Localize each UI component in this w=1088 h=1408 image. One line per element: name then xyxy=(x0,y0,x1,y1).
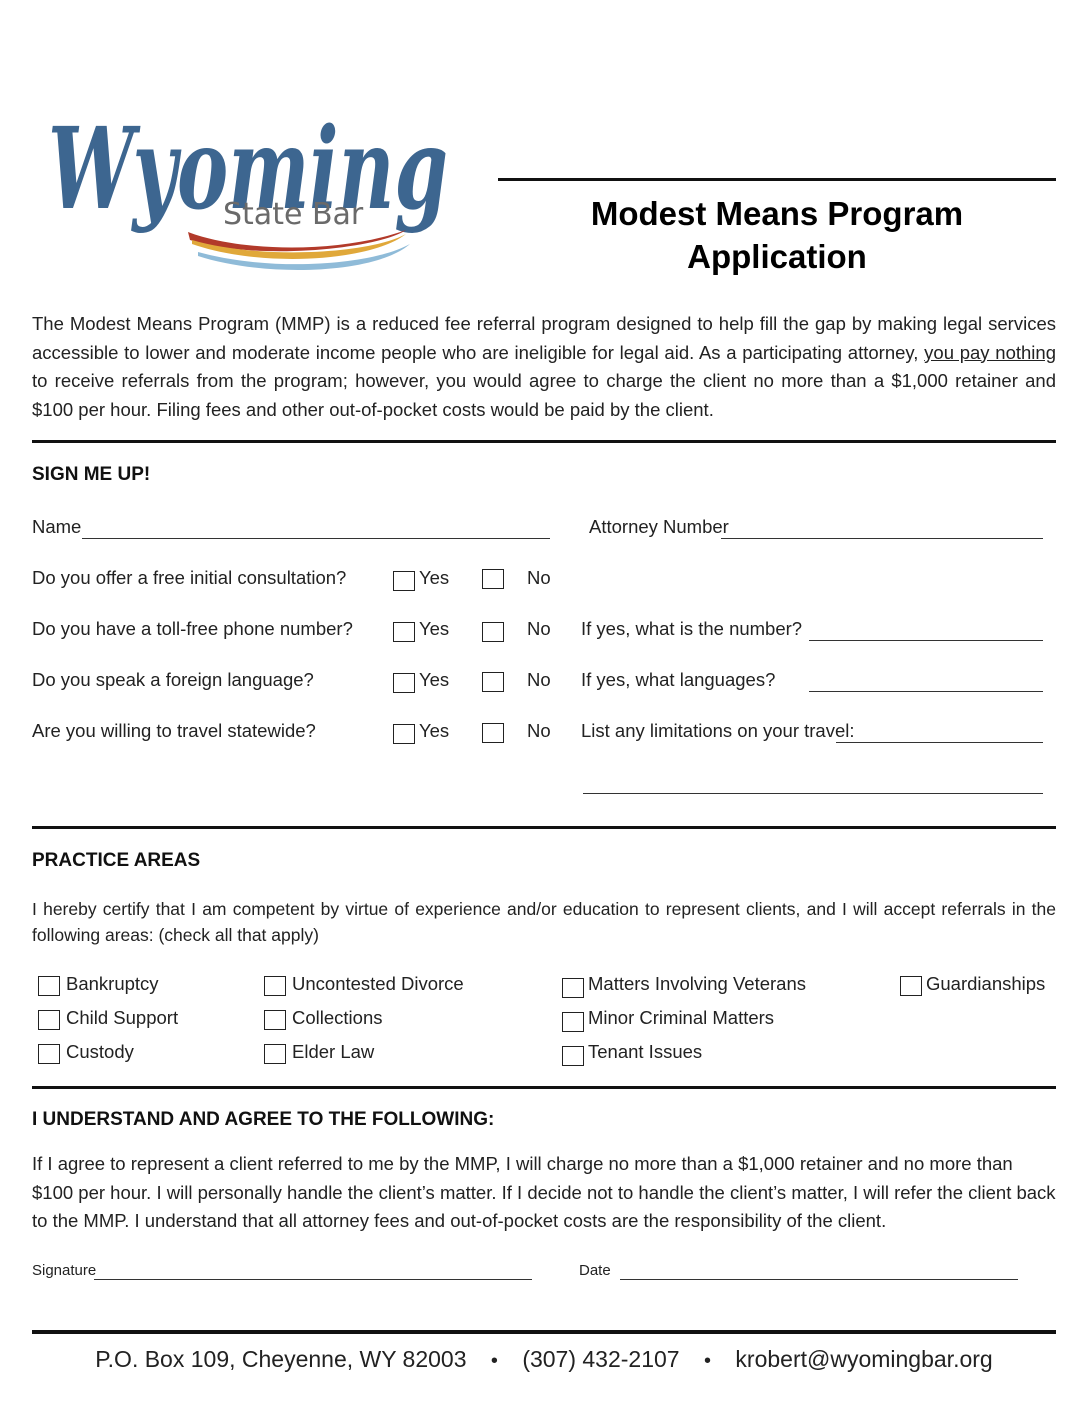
toll-free-number-field[interactable] xyxy=(809,640,1043,641)
footer-email[interactable]: krobert@wyomingbar.org xyxy=(735,1346,993,1372)
area-custody: Custody xyxy=(66,1041,134,1062)
collections-checkbox[interactable] xyxy=(264,1010,286,1030)
attorney-number-field[interactable] xyxy=(721,538,1043,539)
yes-label: Yes xyxy=(419,720,450,741)
travel-limitations-field-2[interactable] xyxy=(583,793,1043,794)
signup-heading: SIGN ME UP! xyxy=(32,464,151,485)
language-no-checkbox[interactable] xyxy=(482,672,504,692)
title-rule xyxy=(498,178,1056,181)
attorney-number-label: Attorney Number xyxy=(589,516,729,537)
area-uncontested-divorce: Uncontested Divorce xyxy=(292,973,464,994)
section-divider xyxy=(32,826,1056,829)
guardianships-checkbox[interactable] xyxy=(900,976,922,996)
yes-label: Yes xyxy=(419,669,450,690)
toll-free-yes-checkbox[interactable] xyxy=(393,622,415,642)
title-line-2: Application xyxy=(687,238,867,275)
travel-yes-checkbox[interactable] xyxy=(393,724,415,744)
no-label: No xyxy=(527,720,551,741)
yes-label: Yes xyxy=(419,567,450,588)
toll-free-number-label: If yes, what is the number? xyxy=(581,618,803,639)
consultation-yes-checkbox[interactable] xyxy=(393,571,415,591)
toll-free-no-checkbox[interactable] xyxy=(482,622,504,642)
logo-wordmark: Wyoming xyxy=(48,104,448,235)
footer-address: P.O. Box 109, Cheyenne, WY 82003 xyxy=(95,1346,467,1372)
travel-limitations-field[interactable] xyxy=(836,742,1043,743)
practice-areas-heading: PRACTICE AREAS xyxy=(32,850,201,871)
footer-separator: • xyxy=(490,1350,498,1372)
custody-checkbox[interactable] xyxy=(38,1044,60,1064)
area-guardianships: Guardianships xyxy=(926,973,1046,994)
travel-limitations-label: List any limitations on your travel: xyxy=(581,720,855,741)
page-title xyxy=(498,192,1056,278)
agreement-text: If I agree to represent a client referred to me by the MMP, I will charge no more than a $1,000 retainer and no more than $100 per hour. I will personally handle the client’s matter. If I decide not to handle the client’s matter, I will refer the client back to the MMP. I understand that all attorney fees and out-of-pocket costs are the responsibility of the client. xyxy=(32,1153,1056,1231)
no-label: No xyxy=(527,567,551,588)
intro-text-end: to receive referrals from the program; however, you would agree to charge the client no more than a $1,000 retainer and $100 per hour. Filing fees and other out-of-pocket costs would be paid by the client. xyxy=(32,370,1056,420)
date-label: Date xyxy=(579,1262,611,1279)
yes-label: Yes xyxy=(419,618,450,639)
date-field[interactable] xyxy=(620,1279,1018,1280)
no-label: No xyxy=(527,669,551,690)
area-child-support: Child Support xyxy=(66,1007,179,1028)
title-line-1: Modest Means Program xyxy=(590,195,964,232)
certify-text: I hereby certify that I am competent by virtue of experience and/or education to represent clients, and I will accept referrals in the following areas: (check all that apply) xyxy=(32,899,1056,945)
tenant-issues-checkbox[interactable] xyxy=(562,1046,584,1066)
name-label: Name xyxy=(32,516,82,537)
veterans-checkbox[interactable] xyxy=(562,978,584,998)
uncontested-divorce-checkbox[interactable] xyxy=(264,976,286,996)
agreement-heading: I UNDERSTAND AND AGREE TO THE FOLLOWING: xyxy=(32,1109,495,1130)
travel-no-checkbox[interactable] xyxy=(482,723,504,743)
footer-phone[interactable]: (307) 432-2107 xyxy=(522,1346,680,1372)
section-divider xyxy=(32,440,1056,443)
languages-label: If yes, what languages? xyxy=(581,669,776,690)
language-yes-checkbox[interactable] xyxy=(393,673,415,693)
area-tenant-issues: Tenant Issues xyxy=(588,1041,703,1062)
footer-contact xyxy=(32,1346,1056,1373)
elder-law-checkbox[interactable] xyxy=(264,1044,286,1064)
question-foreign-language: Do you speak a foreign language? xyxy=(32,669,314,690)
question-toll-free: Do you have a toll-free phone number? xyxy=(32,618,353,639)
area-collections: Collections xyxy=(292,1007,383,1028)
signature-field[interactable] xyxy=(94,1279,532,1280)
footer-separator: • xyxy=(704,1350,712,1372)
bankruptcy-checkbox[interactable] xyxy=(38,976,60,996)
logo-subtitle: State Bar xyxy=(223,197,364,232)
area-veterans: Matters Involving Veterans xyxy=(588,973,806,994)
wyoming-state-bar-logo xyxy=(40,48,460,278)
minor-criminal-checkbox[interactable] xyxy=(562,1012,584,1032)
name-field[interactable] xyxy=(82,538,550,539)
area-elder-law: Elder Law xyxy=(292,1041,375,1062)
signature-label: Signature xyxy=(32,1262,97,1279)
languages-field[interactable] xyxy=(809,691,1043,692)
footer-divider xyxy=(32,1330,1056,1334)
question-travel: Are you willing to travel statewide? xyxy=(32,720,316,741)
intro-paragraph xyxy=(32,310,1056,424)
no-label: No xyxy=(527,618,551,639)
section-divider xyxy=(32,1086,1056,1089)
child-support-checkbox[interactable] xyxy=(38,1010,60,1030)
question-consultation: Do you offer a free initial consultation? xyxy=(32,567,347,588)
area-minor-criminal: Minor Criminal Matters xyxy=(588,1007,775,1028)
intro-underlined: you pay nothing xyxy=(924,341,1056,363)
intro-text: The Modest Means Program (MMP) is a reduced fee referral program designed to help fill the gap by making legal services accessible to lower and moderate income people who are ineligible for legal aid. As a participating attorney, xyxy=(32,313,1056,363)
consultation-no-checkbox[interactable] xyxy=(482,569,504,589)
area-bankruptcy: Bankruptcy xyxy=(66,973,159,994)
